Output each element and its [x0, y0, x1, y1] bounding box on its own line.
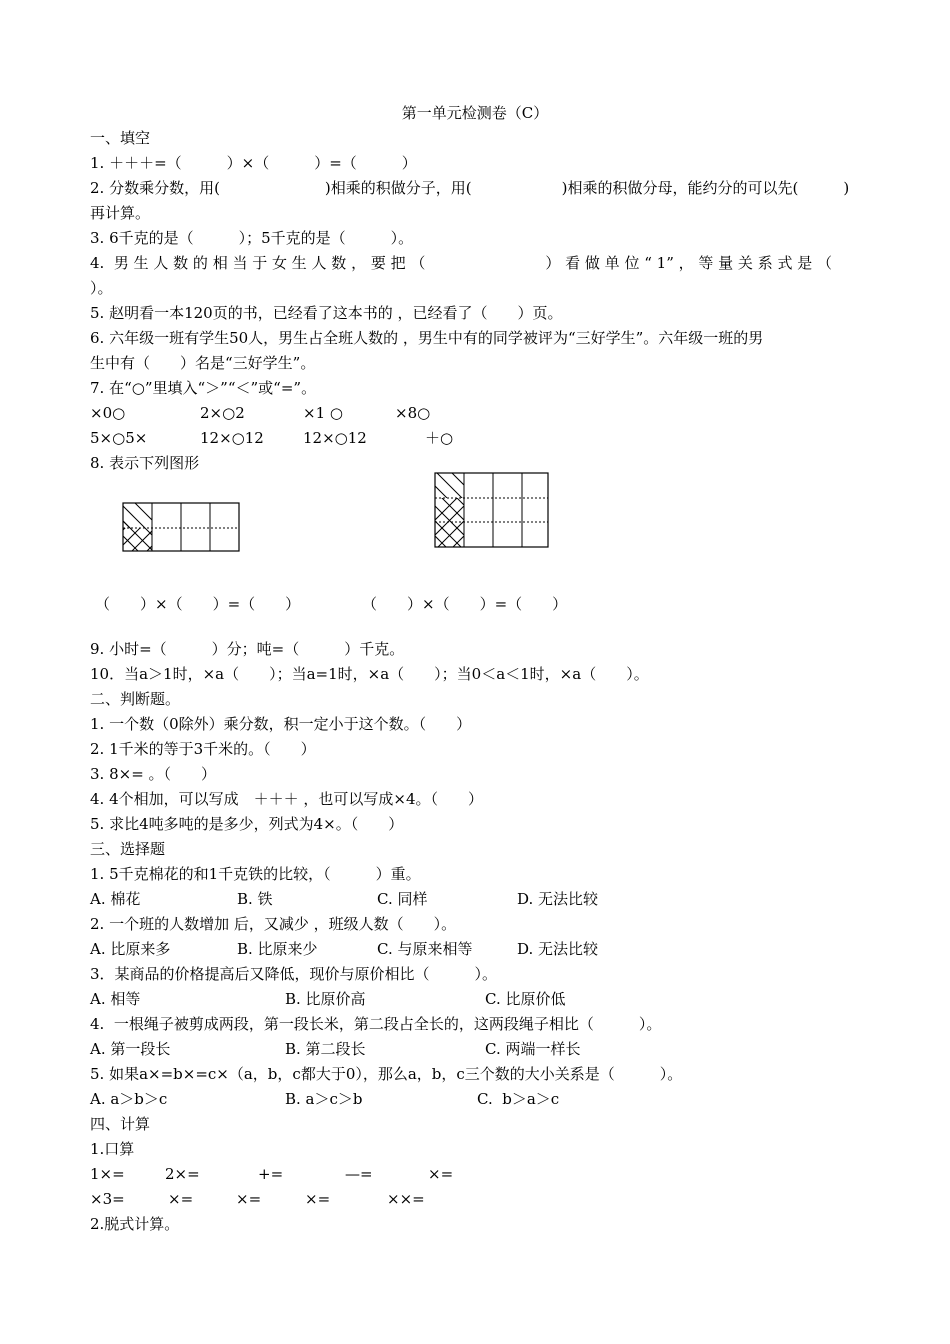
compare-item: 5×○5×	[90, 429, 148, 447]
question-3-1: 1. 5千克棉花的和1千克铁的比较，（ ）重。	[90, 865, 421, 883]
section-heading-fill-blank: 一、填空	[90, 129, 151, 147]
question-1-10: 10．当a＞1时，×a（ ）；当a=1时，×a（ ）；当0＜a＜1时，×a（ ）。	[90, 665, 649, 683]
page-title: 第一单元检测卷（C）	[401, 104, 549, 122]
fraction-grid-figure-2	[432, 470, 552, 550]
question-1-4-line2: ）。	[90, 279, 113, 297]
option-b: B. 比原价高	[285, 990, 366, 1008]
option-a: A. 棉花	[90, 890, 141, 908]
oral-calc-item: 1×=	[90, 1165, 125, 1183]
compare-item: 12×○12	[303, 429, 367, 447]
compare-item: ×8○	[395, 404, 431, 422]
option-a: A. 相等	[90, 990, 141, 1008]
question-1-9: 9. 小时=（ ）分；吨=（ ）千克。	[90, 640, 405, 658]
question-3-2: 2. 一个班的人数增加 后，又减少 ，班级人数（ ）。	[90, 915, 457, 933]
figure-1-answer: （ ）×（ ）=（ ）	[95, 595, 301, 613]
question-1-8: 8. 表示下列图形	[90, 454, 200, 472]
option-b: B. a＞c＞b	[285, 1090, 363, 1108]
compare-item: 2×○2	[200, 404, 245, 422]
option-b: B. 比原来少	[237, 940, 318, 958]
compare-item: ＋○	[425, 429, 454, 447]
figure-2-answer: （ ）×（ ）=（ ）	[362, 595, 568, 613]
question-1-2-line1: 2. 分数乘分数，用( )相乘的积做分子，用( )相乘的积做分母，能约分的可以先( )	[90, 179, 850, 197]
question-1-3: 3. 6千克的是（ ）；5千克的是（ ）。	[90, 229, 414, 247]
option-c: C. 比原价低	[485, 990, 566, 1008]
question-2-4: 4. 4个相加，可以写成 ＋＋＋ ，也可以写成×4。（ ）	[90, 790, 484, 808]
option-d: D. 无法比较	[517, 890, 599, 908]
oral-calc-item: ×=	[236, 1190, 262, 1208]
option-c: C. 与原来相等	[377, 940, 473, 958]
oral-calc-item: ×=	[168, 1190, 194, 1208]
compare-item: ×0○	[90, 404, 126, 422]
option-b: B. 第二段长	[285, 1040, 366, 1058]
oral-calc-item: +=	[258, 1165, 284, 1183]
option-c: C. b＞a＞c	[477, 1090, 560, 1108]
oral-calc-item: —=	[345, 1165, 373, 1183]
oral-calc-item: ××=	[387, 1190, 425, 1208]
question-1-5: 5. 赵明看一本120页的书，已经看了这本书的 ，已经看了（ ）页。	[90, 304, 563, 322]
oral-calc-item: ×3=	[90, 1190, 125, 1208]
compare-item: ×1 ○	[303, 404, 343, 422]
section-heading-choice: 三、选择题	[90, 840, 166, 858]
question-3-4: 4. 一根绳子被剪成两段，第一段长米，第二段占全长的，这两段绳子相比（ ）。	[90, 1015, 662, 1033]
oral-calc-item: ×=	[428, 1165, 454, 1183]
option-a: A. a＞b＞c	[90, 1090, 168, 1108]
option-a: A. 第一段长	[90, 1040, 171, 1058]
question-3-5: 5. 如果a×=b×=c×（a，b，c都大于0），那么a，b，c三个数的大小关系是（ ）。	[90, 1065, 683, 1083]
option-a: A. 比原来多	[90, 940, 171, 958]
section-heading-calc: 四、计算	[90, 1115, 151, 1133]
question-1-6-line1: 6. 六年级一班有学生50人，男生占全班人数的 ，男生中有的同学被评为“三好学生”。六年级一班的男	[90, 329, 764, 347]
question-1-7: 7. 在“○”里填入“＞”“＜”或“=”。	[90, 379, 317, 397]
question-2-5: 5. 求比4吨多吨的是多少，列式为4×。（ ）	[90, 815, 404, 833]
question-2-3: 3. 8×= 。（ ）	[90, 765, 217, 783]
option-c: C. 同样	[377, 890, 428, 908]
option-d: D. 无法比较	[517, 940, 599, 958]
oral-calc-item: ×=	[305, 1190, 331, 1208]
option-b: B. 铁	[237, 890, 273, 908]
option-c: C. 两端一样长	[485, 1040, 581, 1058]
sub-heading-oral: 1.口算	[90, 1140, 135, 1158]
oral-calc-item: 2×=	[165, 1165, 200, 1183]
question-1-2-line2: 再计算。	[90, 204, 151, 222]
question-1-4-line1: 4. 男 生 人 数 的 相 当 于 女 生 人 数 ， 要 把 （ ） 看 做 单 位 “ 1” ， 等 量 关 系 式 是 （	[90, 254, 833, 272]
question-2-1: 1. 一个数（0除外）乘分数，积一定小于这个数。（ ）	[90, 715, 472, 733]
question-2-2: 2. 1千米的等于3千米的。（ ）	[90, 740, 316, 758]
section-heading-judge: 二、判断题。	[90, 690, 181, 708]
sub-heading-stepwise: 2.脱式计算。	[90, 1215, 180, 1233]
question-1-1: 1. ＋＋＋=（ ）×（ ）=（ ）	[90, 154, 417, 172]
compare-item: 12×○12	[200, 429, 264, 447]
question-3-3: 3．某商品的价格提高后又降低，现价与原价相比（ ）。	[90, 965, 498, 983]
question-1-6-line2: 生中有（ ）名是“三好学生”。	[90, 354, 316, 372]
fraction-grid-figure-1	[120, 500, 242, 554]
